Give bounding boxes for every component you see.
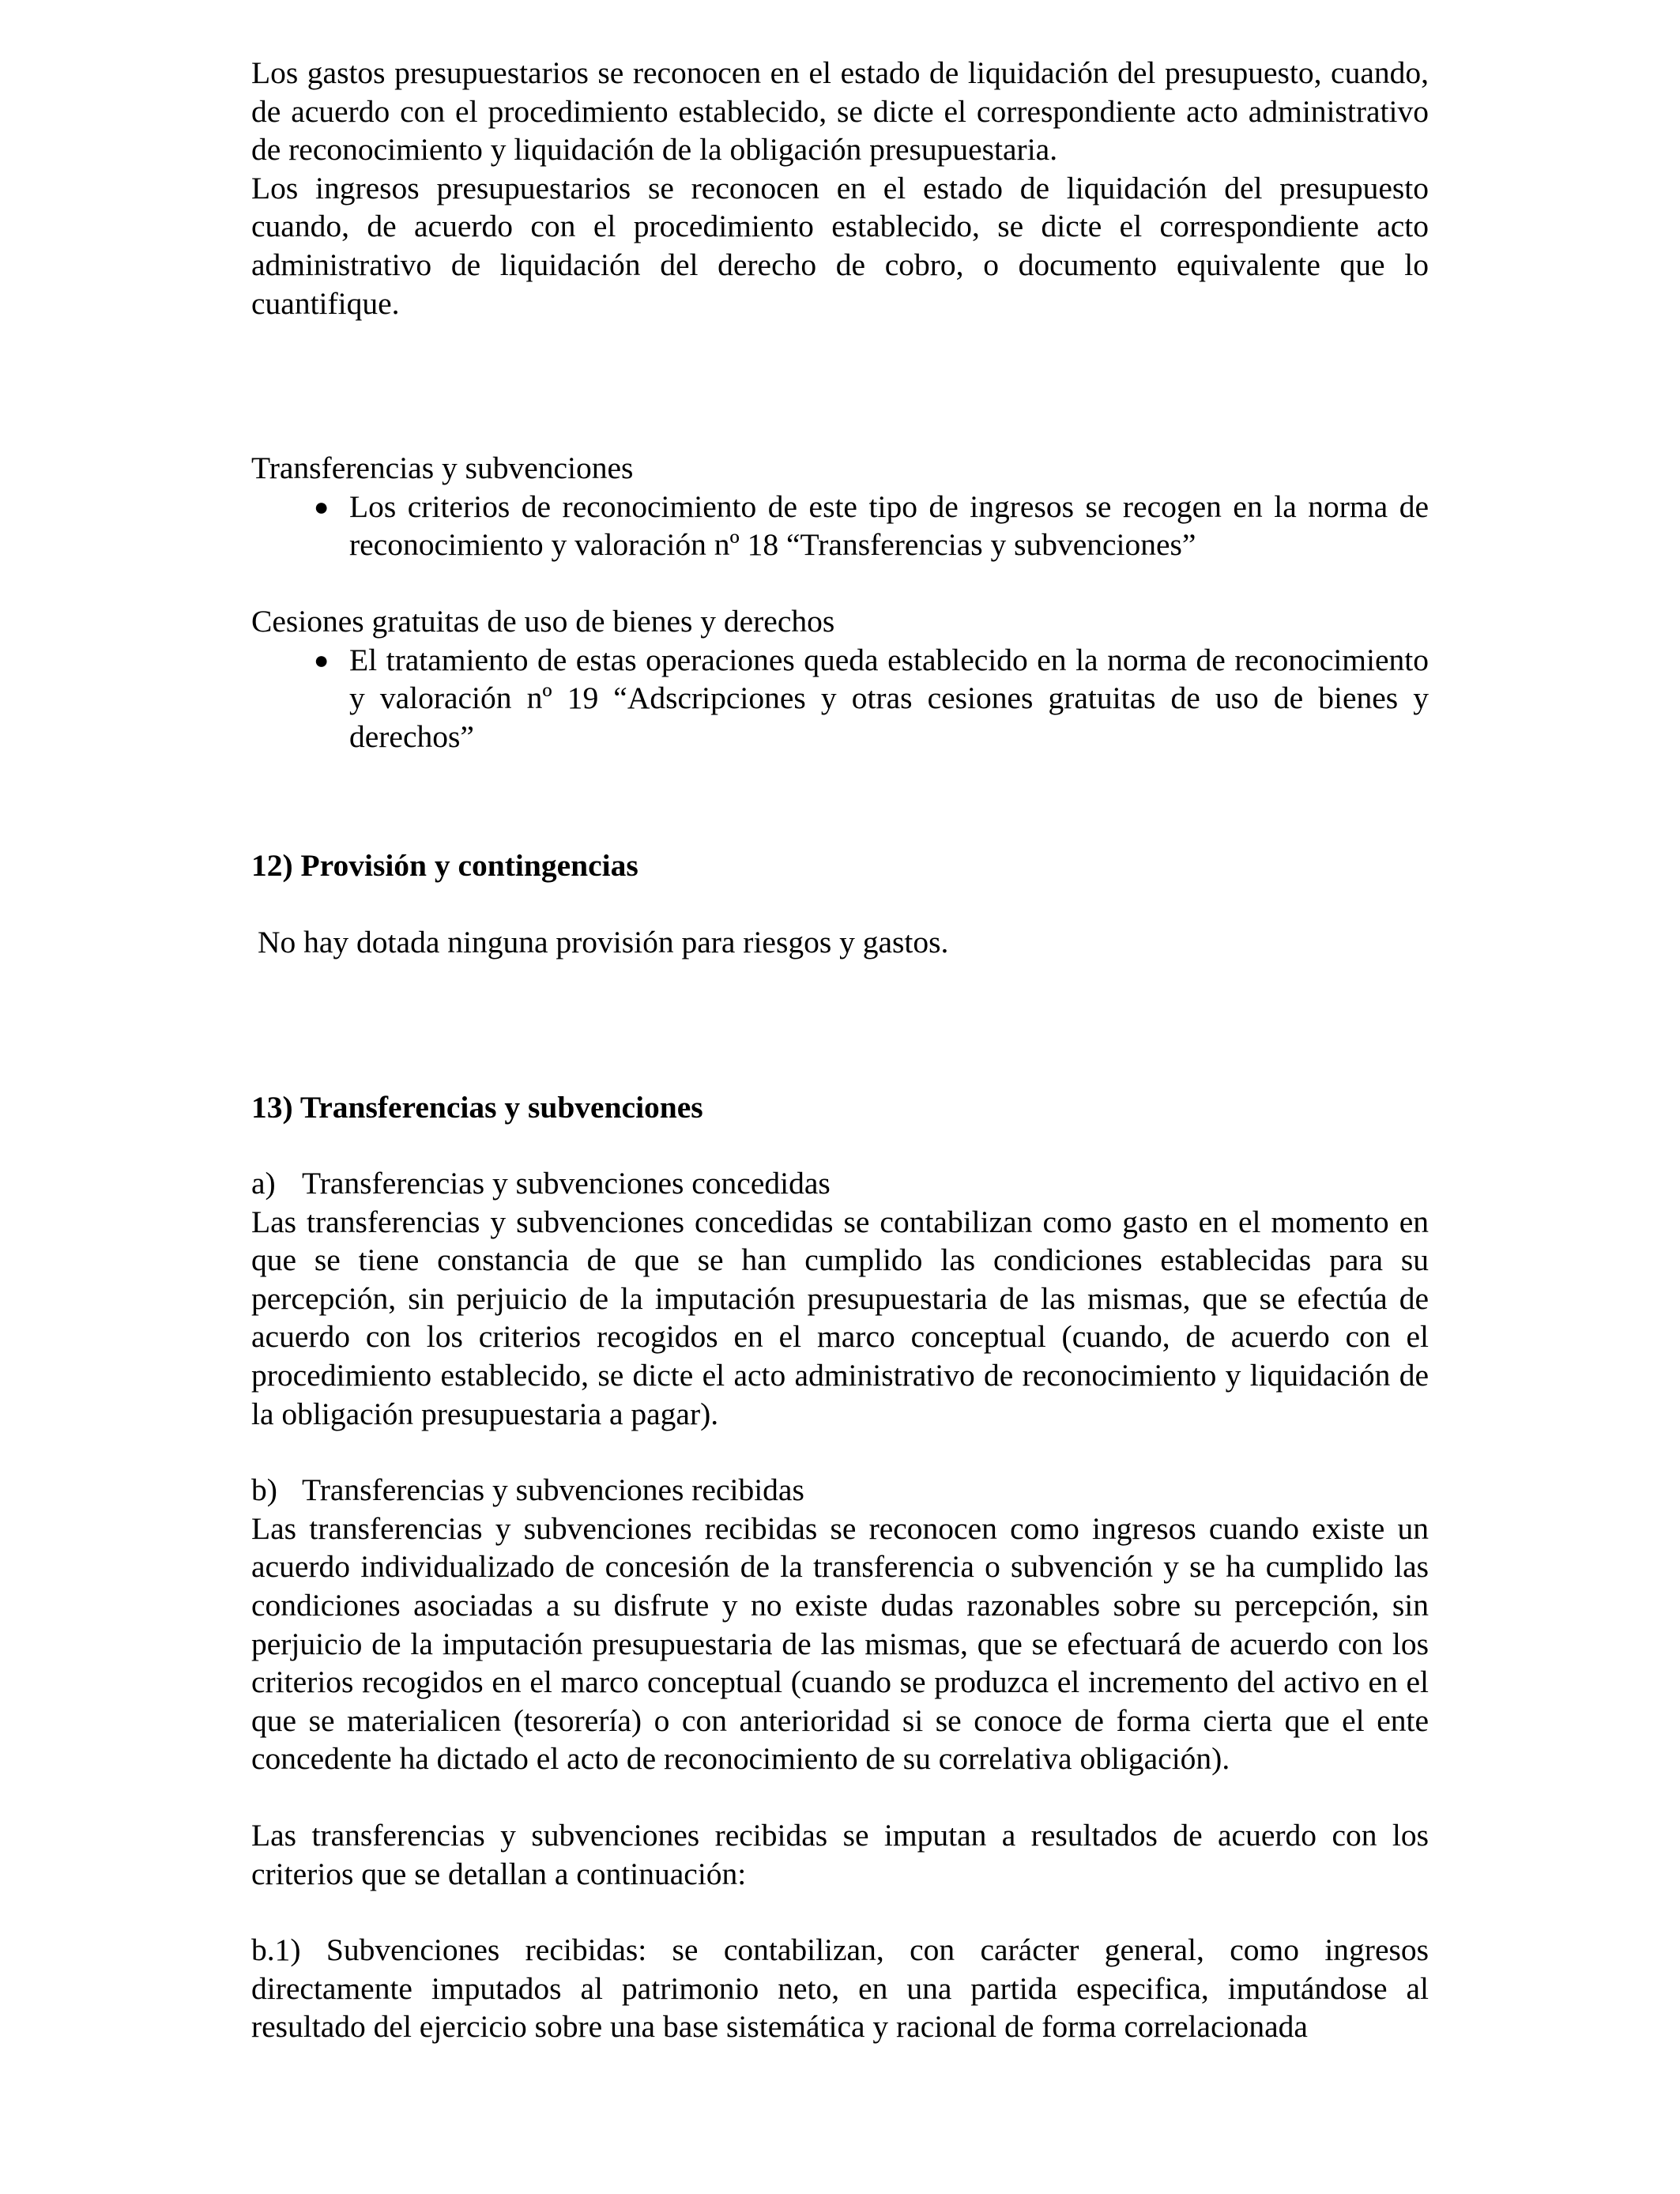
bullet-icon: ● [314,492,330,521]
bullet-list-cesiones [251,641,1429,756]
subsection-b-letter: b) [251,1472,277,1508]
subsection-a-title-text: Transferencias y subvenciones concedidas [302,1166,831,1201]
paragraph-gastos-presupuestarios: Los gastos presupuestarios se reconocen en el estado de liquidación del presupuesto, cuando, de acuerdo con el procedimiento establecido, se dicte el correspondiente acto administrativo de reconocimiento y liquidación de la obligación presupuestaria. [251,55,1429,168]
subsection-a-title [251,1164,1429,1203]
bullet-text: Los criterios de reconocimiento de este tipo de ingresos se recogen en la norma de reconocimiento y valoración nº 18 “Transferencias y subvenciones” [349,488,1429,563]
bullet-text: El tratamiento de estas operaciones queda establecido en la norma de reconocimiento y valoración nº 19 “Adscripciones y otras cesiones gratuitas de uso de bienes y derechos” [349,642,1429,754]
subsection-b1-text: b.1) Subvenciones recibidas: se contabilizan, con carácter general, como ingresos directamente imputados al patrimonio neto, en una partida especifica, imputándose al resultado del ejercicio sobre una base sistemática y racional de forma correlacionada [251,1932,1429,2045]
subsection-a-letter: a) [251,1166,276,1201]
bullet-icon: ● [314,645,330,674]
document-page [251,54,1429,2046]
subsection-b-title-text: Transferencias y subvenciones recibidas [302,1472,804,1508]
subsection-b-title [251,1471,1429,1510]
subsection-a-text: Las transferencias y subvenciones concedidas se contabilizan como gasto en el momento en que se tiene constancia de que se han cumplido las condiciones establecidas para su percepción, sin perjuicio de la imputación presupuestaria de las mismas, que se efectúa de acuerdo con los criterios recogidos en el marco conceptual (cuando, de acuerdo con el procedimiento establecido, se dicte el acto administrativo de reconocimiento y liquidación de la obligación presupuestaria a pagar). [251,1204,1429,1431]
paragraph-ingresos-presupuestarios: Los ingresos presupuestarios se reconocen en el estado de liquidación del presupuesto cuando, de acuerdo con el procedimiento establecido, se dicte el correspondiente acto administrativo de liquidación del derecho de cobro, o documento equivalente que lo cuantifique. [251,170,1429,321]
list-item [251,488,1429,564]
section-heading-13: 13) Transferencias y subvenciones [251,1089,703,1125]
list-item [251,641,1429,756]
subtitle-cesiones: Cesiones gratuitas de uso de bienes y derechos [251,603,835,639]
bullet-list-transferencias [251,488,1429,564]
subsection-b-imputation: Las transferencias y subvenciones recibidas se imputan a resultados de acuerdo con los criterios que se detallan a continuación: [251,1818,1429,1891]
section-12-text: No hay dotada ninguna provisión para riesgos y gastos. [258,924,949,959]
subsection-b-text: Las transferencias y subvenciones recibidas se reconocen como ingresos cuando existe un acuerdo individualizado de concesión de la transferencia o subvención y se ha cumplido las condiciones asociadas a su disfrute y no existe dudas razonables sobre su percepción, sin perjuicio de la imputación presupuestaria de las mismas, que se efectuará de acuerdo con los criterios recogidos en el marco conceptual (cuando se produzca el incremento del activo en el que se materialicen (tesorería) o con anterioridad si se conoce de forma cierta que el ente concedente ha dictado el acto de reconocimiento de su correlativa obligación). [251,1510,1429,1777]
subtitle-transferencias: Transferencias y subvenciones [251,450,634,486]
section-heading-12: 12) Provisión y contingencias [251,848,638,884]
